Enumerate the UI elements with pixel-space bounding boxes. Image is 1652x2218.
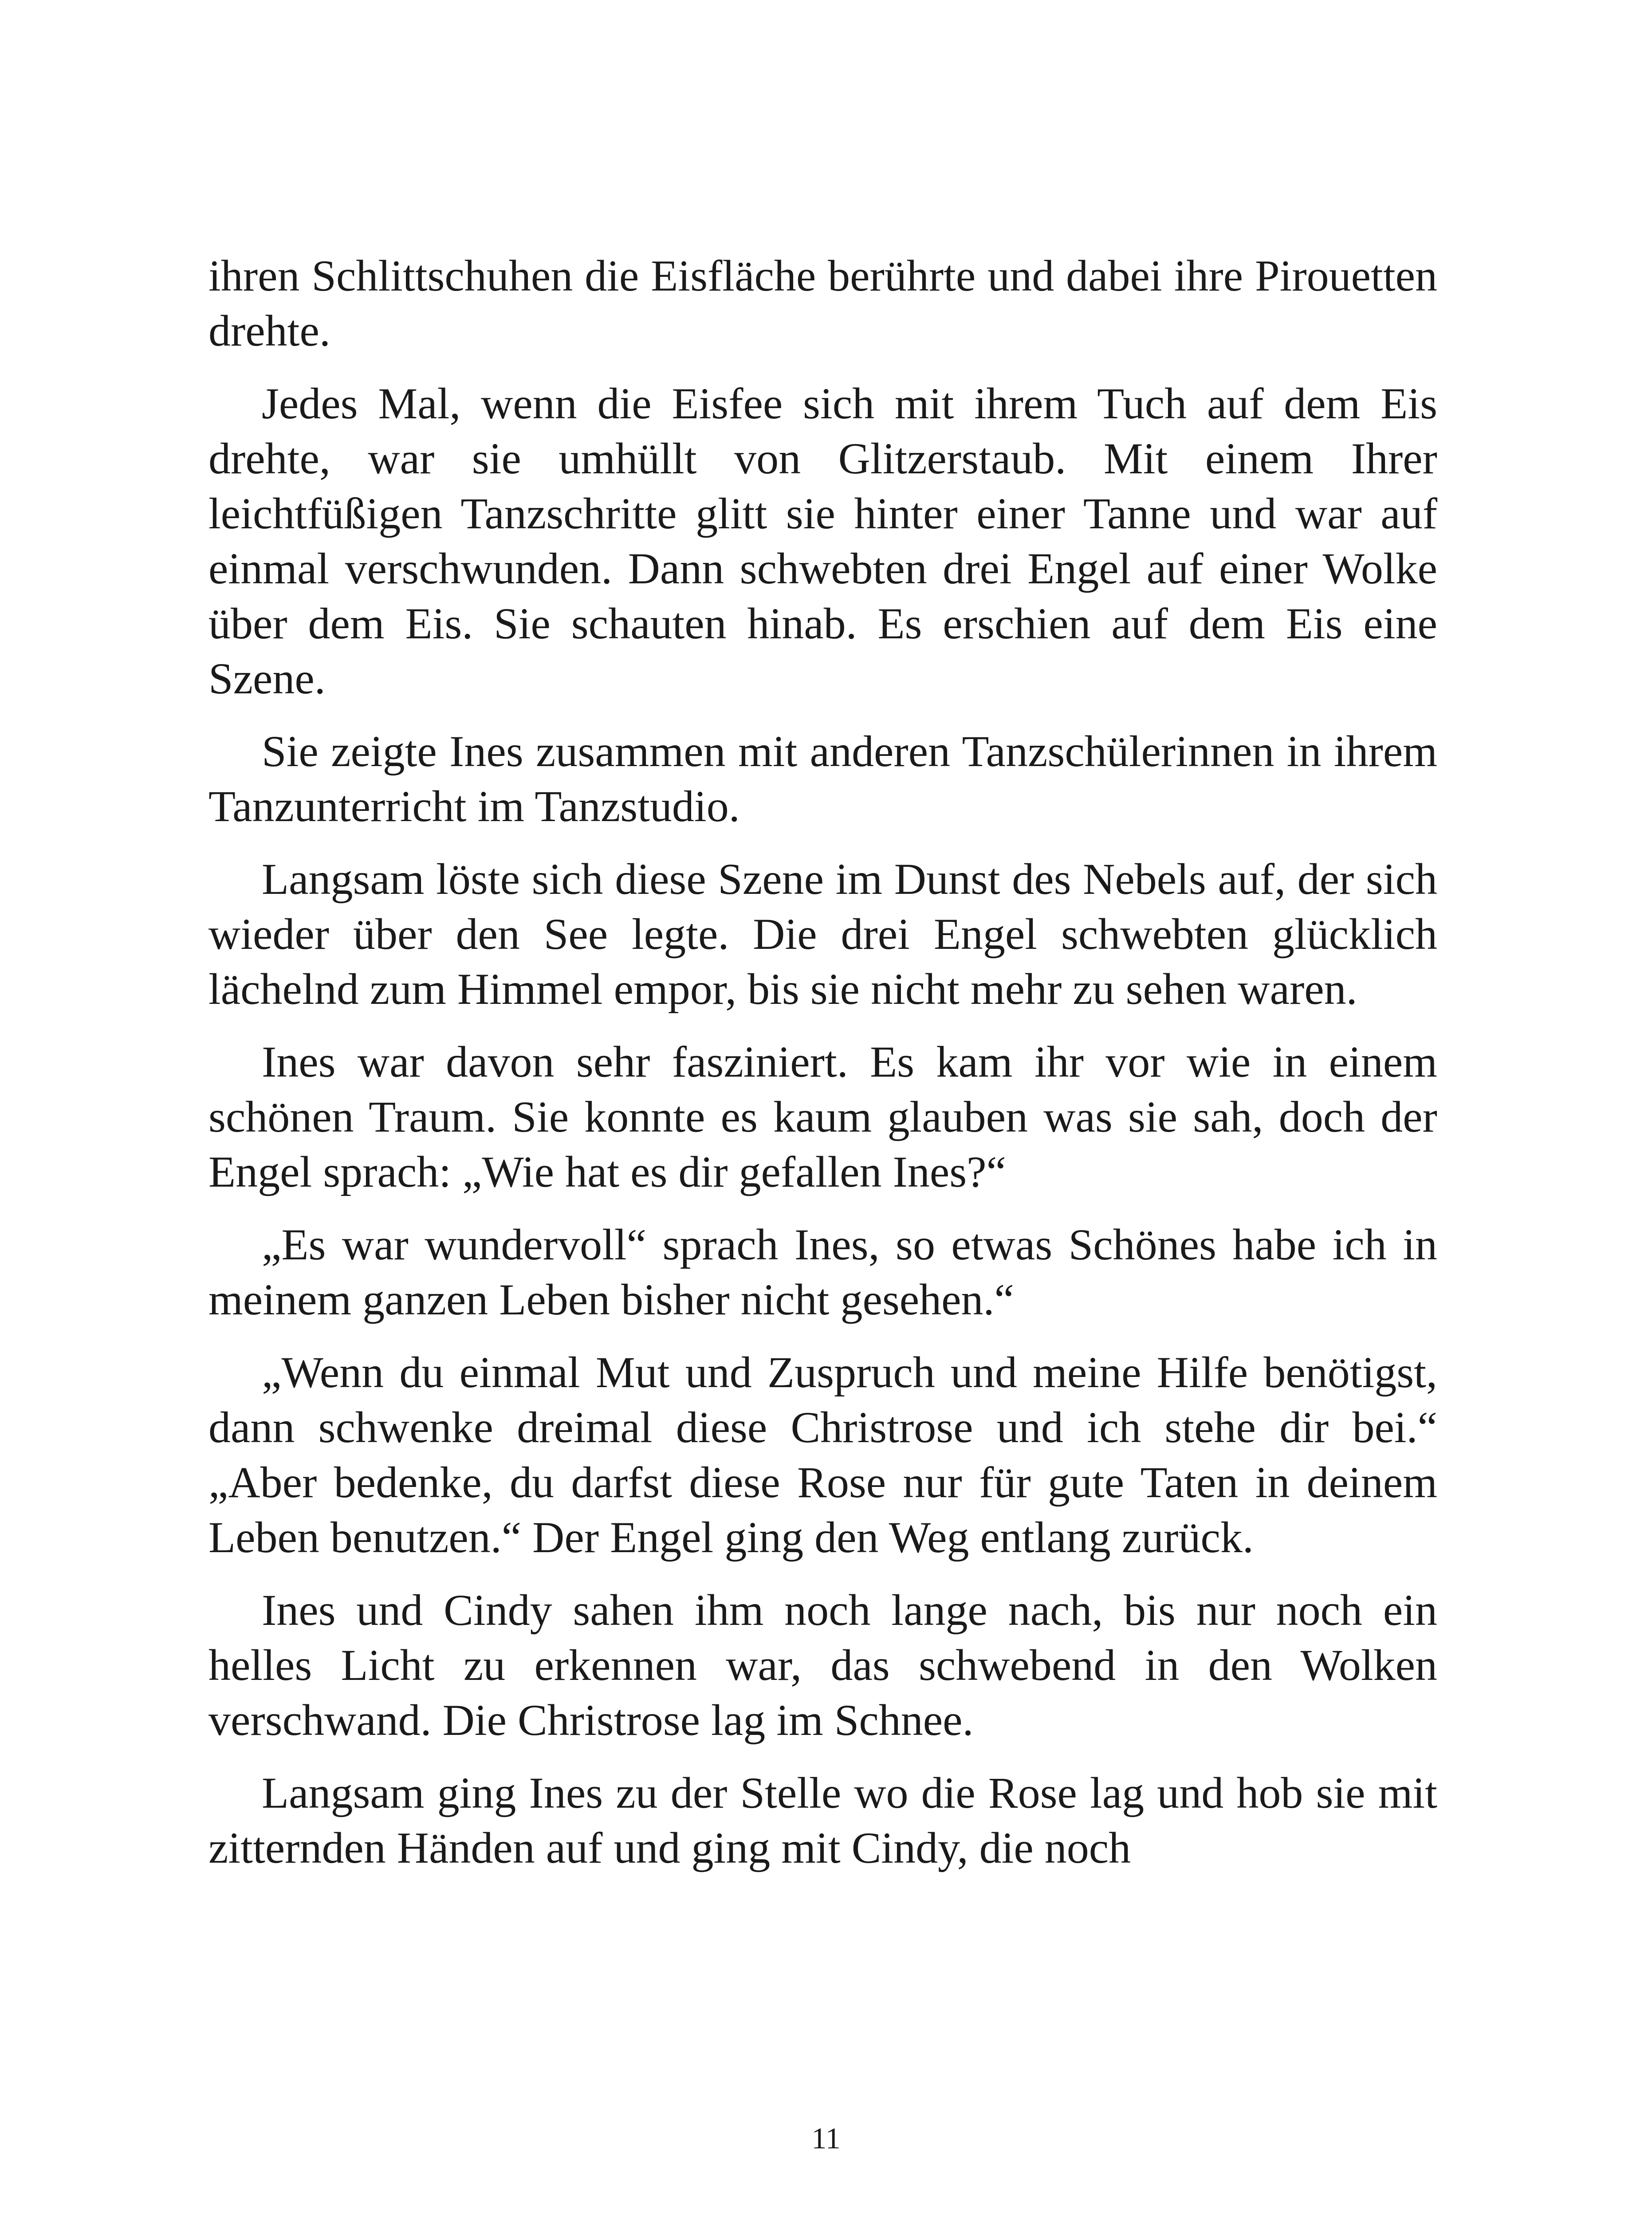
paragraph-7: „Wenn du einmal Mut und Zuspruch und meine Hilfe benötigst, dann schwenke dreimal diese Christrose und ich stehe dir bei.“ „Aber bedenke, du darfst diese Rose nur für gute Taten in deinem Leben benutzen.“ Der Engel ging den Weg entlang zurück. — [208, 1348, 1437, 1562]
body-text — [208, 248, 1437, 1893]
paragraph-6: „Es war wundervoll“ sprach Ines, so etwas Schönes habe ich in meinem ganzen Leben bisher nicht gesehen.“ — [208, 1220, 1437, 1324]
paragraph-9: Langsam ging Ines zu der Stelle wo die Rose lag und hob sie mit zitternden Händen auf und ging mit Cindy, die noch — [208, 1768, 1437, 1872]
paragraph-4: Langsam löste sich diese Szene im Dunst des Nebels auf, der sich wieder über den See legte. Die drei Engel schwebten glücklich lächelnd zum Himmel empor, bis sie nicht mehr zu sehen waren. — [208, 854, 1437, 1014]
paragraph-8: Ines und Cindy sahen ihm noch lange nach, bis nur noch ein helles Licht zu erkennen war, das schwebend in den Wolken verschwand. Die Christrose lag im Schnee. — [208, 1585, 1437, 1745]
paragraph-5: Ines war davon sehr fasziniert. Es kam ihr vor wie in einem schönen Traum. Sie konnte es kaum glauben was sie sah, doch der Engel sprach: „Wie hat es dir gefallen Ines?“ — [208, 1037, 1437, 1196]
paragraph-1: ihren Schlittschuhen die Eisfläche berührte und dabei ihre Pirouetten drehte. — [208, 251, 1437, 355]
paragraph-2: Jedes Mal, wenn die Eisfee sich mit ihrem Tuch auf dem Eis drehte, war sie umhüllt von Glitzerstaub. Mit einem Ihrer leichtfüßigen Tanzschritte glitt sie hinter einer Tanne und war auf einmal verschwunden. Dann schwebten drei Engel auf einer Wolke über dem Eis. Sie schauten hinab. Es erschien auf dem Eis eine Szene. — [208, 379, 1437, 703]
paragraph-3: Sie zeigte Ines zusammen mit anderen Tanzschülerinnen in ihrem Tanzunterricht im Tanzstudio. — [208, 727, 1437, 831]
page-number: 11 — [811, 2121, 841, 2155]
